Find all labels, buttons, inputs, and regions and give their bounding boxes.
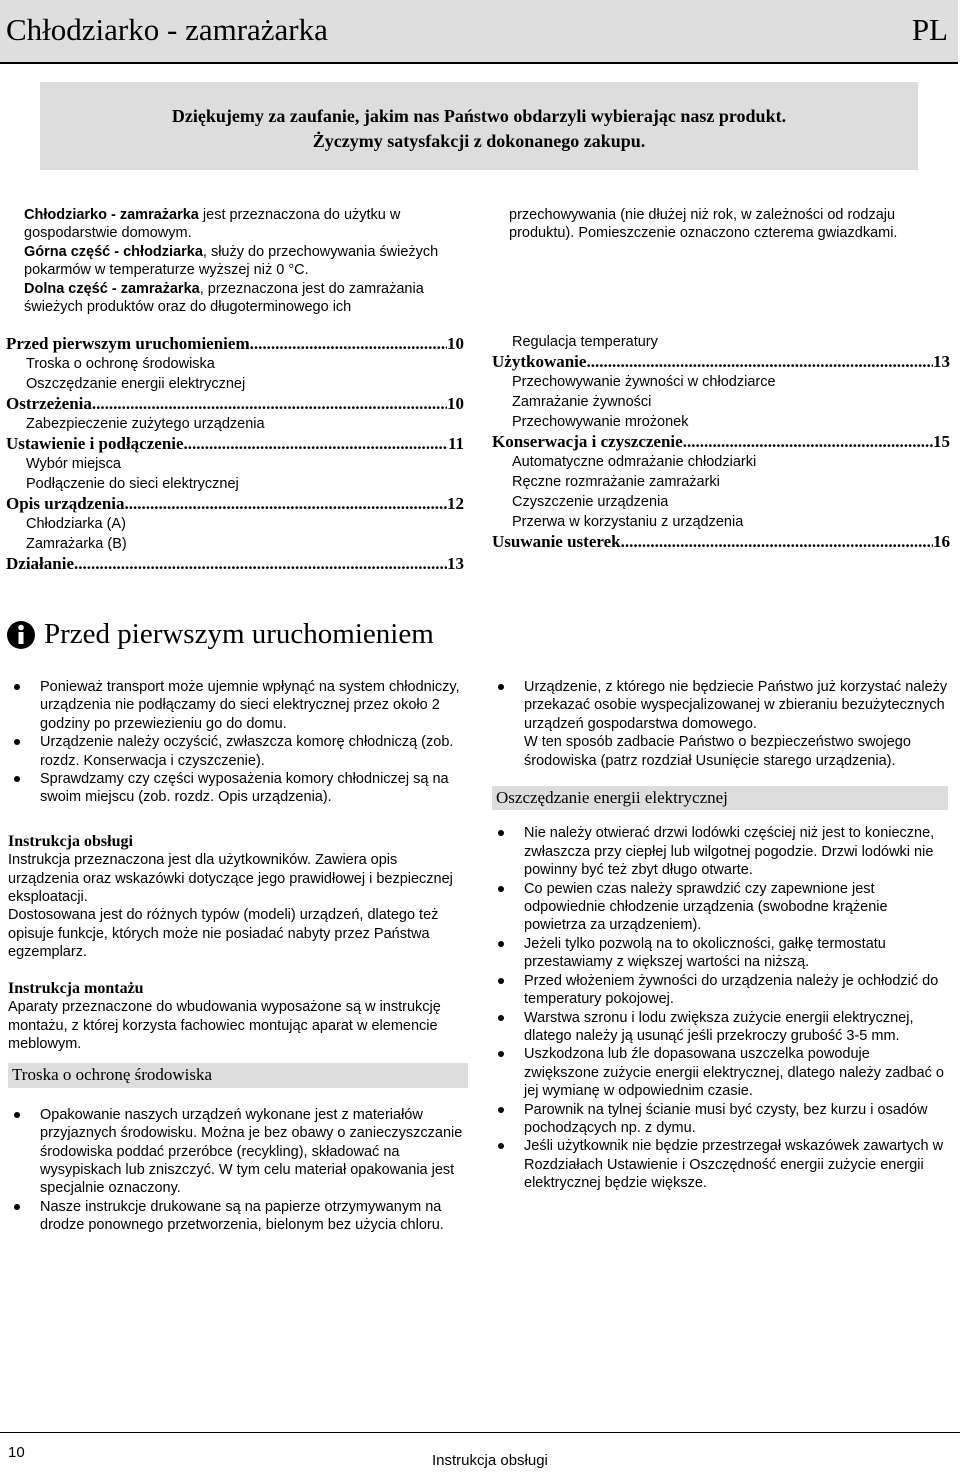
list-item: Przed włożeniem żywności do urządzenia należy je ochłodzić do temperatury pokojowej. (524, 972, 948, 1009)
intro-right: przechowywania (nie dłużej niż rok, w zależności od rodzaju produktu). Pomieszczenie oznaczono czterema gwiazdkami. (509, 207, 898, 242)
toc-subsection: Przechowywanie mrożonek (512, 414, 689, 430)
footer-divider (0, 1432, 960, 1433)
list-item: Nasze instrukcje drukowane są na papierze otrzymywanym na drodze ponownego przetworzenia, bielonym bez użycia chloru. (40, 1198, 468, 1235)
list-item: Urządzenie należy oczyścić, zwłaszcza komorę chłodniczą (zob. rozdz. Konserwacja i czyszczenie). (40, 733, 468, 770)
manual-p1: Instrukcja przeznaczona jest dla użytkowników. Zawiera opis urządzenia oraz wskazówki dotyczące jego prawidłowej i bezpiecznej eksploatacji. (8, 852, 453, 906)
toc-subsection: Podłączenie do sieci elektrycznej (26, 476, 239, 492)
env-heading: Troska o ochronę środowiska (8, 1063, 468, 1087)
toc-right (492, 332, 950, 552)
left-column (8, 678, 468, 1235)
toc-subsection: Wybór miejsca (26, 456, 121, 472)
list-item: Warstwa szronu i lodu zwiększa zużycie energii elektrycznej, dlatego należy ją usunąć jeśli przekroczy grubość 3-5 mm. (524, 1009, 948, 1046)
manual-p2: Dostosowana jest do różnych typów (modeli) urządzeń, dlatego też opisuje funkcje, których może nie posiadać nabyty przez Państwa egzemplarz. (8, 907, 439, 961)
toc-subsection: Przerwa w korzystaniu z urządzenia (512, 514, 744, 530)
toc-subsection: Automatyczne odmrażanie chłodziarki (512, 454, 757, 470)
mounting-p1: Aparaty przeznaczone do wbudowania wyposażone są w instrukcję montażu, z której korzysta fachowiec montując aparat w elemencie meblowym. (8, 999, 441, 1052)
toc-left (6, 334, 464, 574)
list-item: Opakowanie naszych urządzeń wykonane jest z materiałów przyjaznych środowisku. Można je bez obawy o zanieczyszczanie środowiska poddać przeróbce (recykling), składować na wysypiskach lub zniszczyć. W tym celu materiał opakowania jest specjalnie oznaczony. (40, 1106, 468, 1198)
intro-left (24, 206, 464, 316)
right-bullet-list (492, 678, 948, 770)
toc-subsection: Zamrażanie żywności (512, 394, 652, 410)
toc-subsection: Zabezpieczenie zużytego urządzenia (26, 416, 265, 432)
toc-subsection: Regulacja temperatury (512, 334, 658, 350)
energy-heading: Oszczędzanie energii elektrycznej (492, 786, 948, 810)
toc-subsection: Ręczne rozmrażanie zamrażarki (512, 474, 720, 490)
toc-chapter: Usuwanie usterek ..... 16 (492, 532, 950, 552)
page-number: 10 (8, 1444, 25, 1461)
list-item: Uszkodzona lub źle dopasowana uszczelka powoduje zwiększone zużycie energii elektrycznej, dlatego należy zadbać o jej wymianę w odpowiednim czasie. (524, 1045, 948, 1100)
thanks-box (40, 82, 918, 170)
list-item: Urządzenie, z którego nie będziecie Państwo już korzystać należy przekazać osobie wyspecjalizowanej w zbieraniu bezużytecznych urządzeń gospodarstwa domowego. W ten sposób zadbacie Państwo o bezpieczeństwo swojego środowiska (patrz rozdział Usunięcie starego urządzenia). (524, 679, 948, 769)
toc-subsection: Zamrażarka (B) (26, 536, 127, 552)
info-icon (6, 620, 36, 650)
document-title: Chłodziarko - zamrażarka (6, 12, 328, 47)
mounting-title: Instrukcja montażu (8, 979, 144, 997)
toc-chapter: Konserwacja i czyszczenie ..... 15 (492, 432, 950, 452)
toc-subsection: Przechowywanie żywności w chłodziarce (512, 374, 776, 390)
list-item: Nie należy otwierać drzwi lodówki częściej niż jest to konieczne, zwłaszcza przy ciepłej lub wilgotnej pogodzie. Drzwi lodówki nie powinny być też zbyt długo otwarte. (524, 824, 948, 879)
toc-chapter: Ustawienie i podłączenie ..... 11 (6, 434, 464, 454)
list-item: Jeśli użytkownik nie będzie przestrzegał wskazówek zawartych w Rozdziałach Ustawienie i Oszczędność energii zużycie energii elektrycznej będzie większe. (524, 1137, 948, 1192)
page-header (0, 0, 958, 64)
toc-subsection: Chłodziarka (A) (26, 516, 126, 532)
toc-chapter: Ostrzeżenia ..... 10 (6, 394, 464, 414)
list-item: Parownik na tylnej ścianie musi być czysty, bez kurzu i osadów pochodzących np. z dymu. (524, 1101, 948, 1138)
section-heading (6, 618, 434, 651)
toc-chapter: Przed pierwszym uruchomieniem ..... 10 (6, 334, 464, 354)
left-bullet-list (8, 678, 468, 807)
toc-subsection: Czyszczenie urządzenia (512, 494, 669, 510)
list-item: Co pewien czas należy sprawdzić czy zapewnione jest odpowiednie chłodzenie urządzenia (swobodne krążenie powietrza za urządzeniem). (524, 880, 948, 935)
intro-p3: Dolna część - zamrażarka, przeznaczona jest do zamrażania świeżych produktów oraz do długoterminowego ich (24, 280, 424, 316)
mounting-section (8, 980, 468, 1054)
toc-subsection: Oszczędzanie energii elektrycznej (26, 376, 246, 392)
footer-doc-name: Instrukcja obsługi (432, 1452, 548, 1469)
thanks-line-1: Dziękujemy za zaufanie, jakim nas Państwo obdarzyli wybierając nasz produkt. (171, 106, 787, 126)
toc-chapter: Opis urządzenia ..... 12 (6, 494, 464, 514)
list-item: Ponieważ transport może ujemnie wpłynąć na system chłodniczy, urządzenia nie podłączamy do sieci elektrycznej przez około 2 godziny po przewiezieniu go do domu. (40, 678, 468, 733)
section-title: Przed pierwszym uruchomieniem (44, 618, 434, 650)
intro-p1: Chłodziarko - zamrażarka jest przeznaczona do użytku w gospodarstwie domowym. (24, 207, 401, 242)
toc-chapter: Działanie ..... 13 (6, 554, 464, 574)
toc-chapter: Użytkowanie ..... 13 (492, 352, 950, 372)
list-item: Jeżeli tylko pozwolą na to okoliczności, gałkę termostatu przestawiamy z większej wartości na niższą. (524, 935, 948, 972)
energy-bullet-list (492, 824, 948, 1192)
toc-subsection: Troska o ochronę środowiska (26, 356, 215, 372)
right-column (492, 678, 948, 1193)
env-bullet-list (8, 1106, 468, 1235)
manual-title: Instrukcja obsługi (8, 832, 133, 850)
list-item: Sprawdzamy czy części wyposażenia komory chłodniczej są na swoim miejscu (zob. rozdz. Opis urządzenia). (40, 770, 468, 807)
language-code: PL (911, 12, 948, 47)
intro-p2: Górna część - chłodziarka, służy do przechowywania świeżych pokarmów w temperaturze wyższej niż 0 °C. (24, 243, 439, 279)
thanks-line-2: Życzymy satysfakcji z dokonanego zakupu. (312, 131, 646, 151)
manual-section (8, 833, 468, 962)
